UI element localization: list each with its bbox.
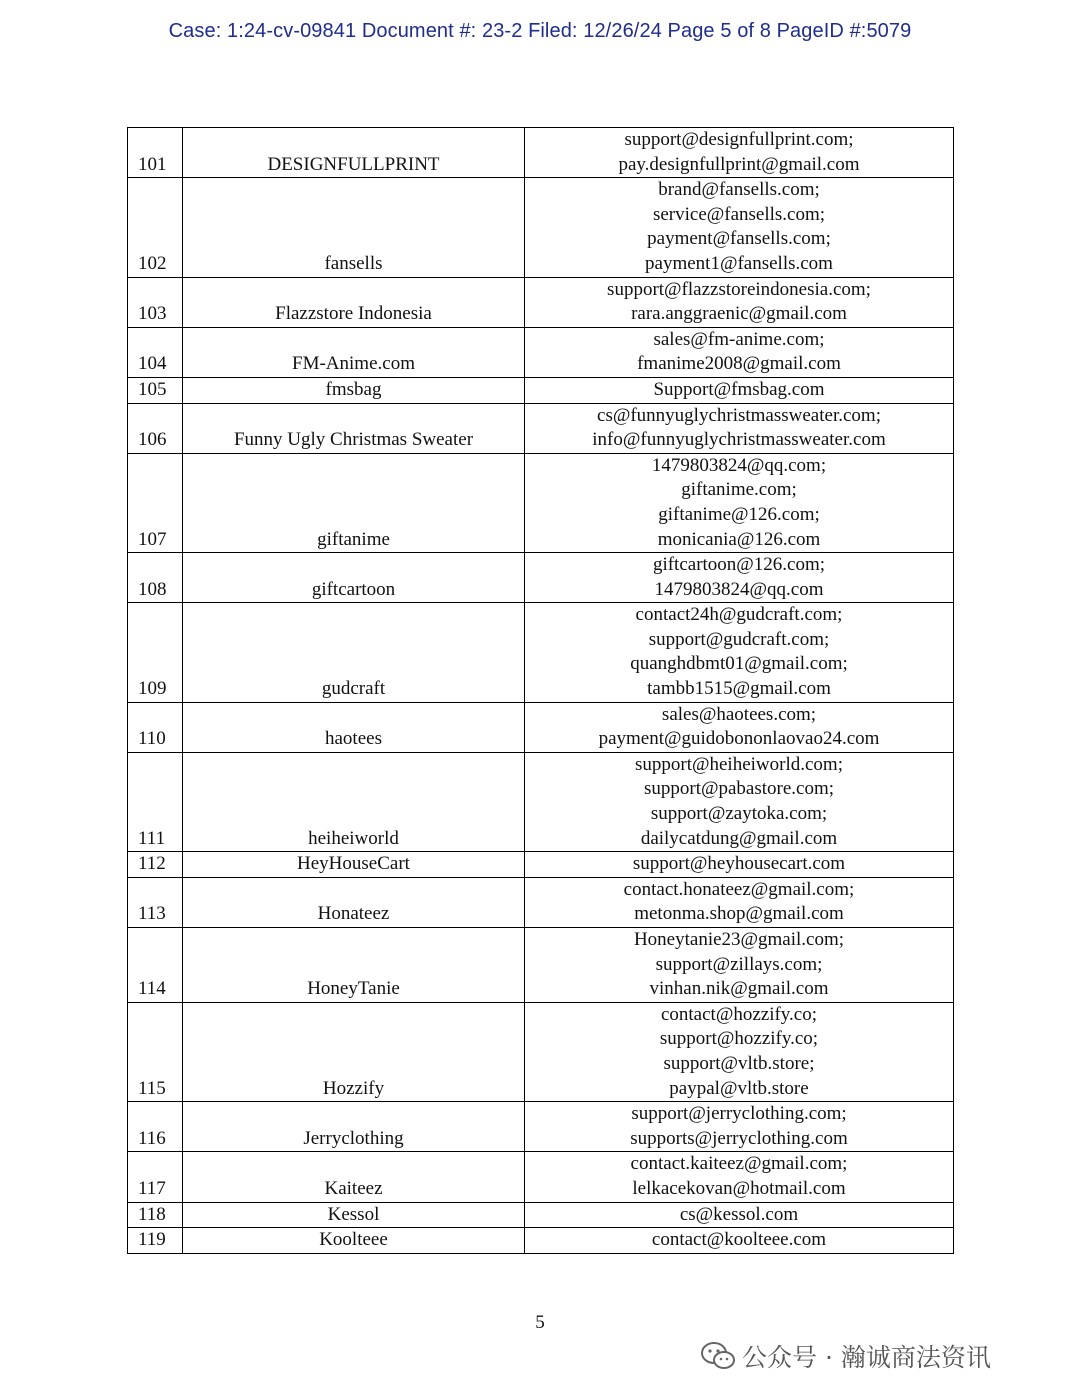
email-cell	[525, 1152, 954, 1202]
table-row	[128, 128, 954, 178]
row-number: 118	[128, 1202, 183, 1228]
email-cell	[525, 327, 954, 377]
email-cell	[525, 1102, 954, 1152]
row-number: 111	[128, 752, 183, 851]
email-address: paypal@vltb.store	[669, 1077, 809, 1099]
watermark	[700, 1336, 991, 1376]
email-address: pay.designfullprint@gmail.com	[618, 153, 860, 175]
email-cell	[525, 1202, 954, 1228]
email-address: support@heiheiworld.com;	[635, 753, 843, 775]
store-name: DESIGNFULLPRINT	[183, 128, 525, 178]
table-row	[128, 1102, 954, 1152]
email-address: contact24h@gudcraft.com;	[635, 604, 843, 626]
wechat-logo-icon	[700, 1340, 736, 1372]
email-address: dailycatdung@gmail.com	[640, 827, 838, 849]
email-address: rara.anggraenic@gmail.com	[631, 303, 847, 325]
store-name: haotees	[183, 702, 525, 752]
case-header: Case: 1:24-cv-09841 Document #: 23-2 Filed: 12/26/24 Page 5 of 8 PageID #:5079	[168, 20, 912, 42]
email-address: service@fansells.com;	[652, 203, 826, 225]
row-number: 115	[128, 1002, 183, 1101]
defendants-table	[127, 127, 954, 1254]
row-number: 101	[128, 128, 183, 178]
store-name: Jerryclothing	[183, 1102, 525, 1152]
store-name: Koolteee	[183, 1228, 525, 1254]
email-address: support@heyhousecart.com	[632, 853, 846, 875]
email-cell	[525, 702, 954, 752]
table-row	[128, 1002, 954, 1101]
email-cell	[525, 403, 954, 453]
email-cell	[525, 553, 954, 603]
row-number: 108	[128, 553, 183, 603]
email-address: Support@fmsbag.com	[653, 378, 825, 400]
store-name: HoneyTanie	[183, 928, 525, 1003]
email-address: brand@fansells.com;	[658, 179, 820, 201]
email-address: support@gudcraft.com;	[648, 628, 830, 650]
email-address: quanghdbmt01@gmail.com;	[630, 653, 848, 675]
email-address: support@zillays.com;	[655, 953, 823, 975]
store-name: Flazzstore Indonesia	[183, 277, 525, 327]
email-cell	[525, 1228, 954, 1254]
email-address: info@funnyuglychristmassweater.com	[592, 429, 886, 451]
table-row	[128, 327, 954, 377]
store-name: Kessol	[183, 1202, 525, 1228]
email-cell	[525, 603, 954, 702]
row-number: 107	[128, 453, 183, 552]
email-address: vinhan.nik@gmail.com	[649, 978, 829, 1000]
row-number: 102	[128, 178, 183, 277]
store-name: giftcartoon	[183, 553, 525, 603]
store-name: fansells	[183, 178, 525, 277]
table-row	[128, 277, 954, 327]
table-row	[128, 752, 954, 851]
row-number: 117	[128, 1152, 183, 1202]
email-address: Honeytanie23@gmail.com;	[633, 929, 845, 950]
email-cell	[525, 453, 954, 552]
table-row	[128, 453, 954, 552]
store-name: heiheiworld	[183, 752, 525, 851]
row-number: 116	[128, 1102, 183, 1152]
table-row	[128, 553, 954, 603]
email-address: cs@kessol.com	[679, 1203, 799, 1225]
email-cell	[525, 128, 954, 178]
row-number: 103	[128, 277, 183, 327]
table-body	[128, 128, 954, 1254]
page-number: 5	[535, 1312, 545, 1333]
email-address: support@zaytoka.com;	[650, 803, 828, 825]
store-name: HeyHouseCart	[183, 852, 525, 878]
email-address: cs@funnyuglychristmassweater.com;	[597, 404, 881, 426]
email-cell	[525, 1002, 954, 1101]
table-row	[128, 877, 954, 927]
table-row	[128, 1152, 954, 1202]
email-cell	[525, 877, 954, 927]
email-address: 1479803824@qq.com	[654, 578, 824, 600]
email-address: giftanime.com;	[681, 479, 797, 501]
row-number: 114	[128, 928, 183, 1003]
table-row	[128, 928, 954, 1003]
watermark-text: 公众号 · 瀚诚商法资讯	[742, 1343, 991, 1372]
email-address: support@jerryclothing.com;	[631, 1103, 847, 1125]
store-name: gudcraft	[183, 603, 525, 702]
email-address: contact@koolteee.com	[651, 1229, 827, 1251]
row-number: 119	[128, 1228, 183, 1254]
email-cell	[525, 277, 954, 327]
row-number: 104	[128, 327, 183, 377]
email-address: support@vltb.store;	[663, 1052, 815, 1074]
table-row	[128, 377, 954, 403]
email-address: sales@fm-anime.com;	[653, 328, 825, 350]
email-address: lelkacekovan@hotmail.com	[632, 1177, 846, 1199]
email-address: support@hozzify.co;	[659, 1028, 819, 1050]
email-address: contact.kaiteez@gmail.com;	[630, 1153, 848, 1175]
store-name: fmsbag	[183, 377, 525, 403]
store-name: giftanime	[183, 453, 525, 552]
email-address: payment@guidobononlaovao24.com	[598, 728, 880, 750]
email-address: sales@haotees.com;	[661, 703, 817, 725]
table-row	[128, 1228, 954, 1254]
row-number: 113	[128, 877, 183, 927]
email-address: payment@fansells.com;	[647, 228, 831, 250]
email-address: contact.honateez@gmail.com;	[623, 878, 855, 900]
table-row	[128, 852, 954, 878]
row-number: 105	[128, 377, 183, 403]
row-number: 109	[128, 603, 183, 702]
table-row	[128, 1202, 954, 1228]
table-row	[128, 603, 954, 702]
email-address: giftanime@126.com;	[658, 503, 820, 525]
email-address: support@pabastore.com;	[643, 778, 835, 800]
email-address: support@designfullprint.com;	[624, 129, 854, 150]
store-name: Kaiteez	[183, 1152, 525, 1202]
email-address: supports@jerryclothing.com	[630, 1127, 848, 1149]
store-name: Hozzify	[183, 1002, 525, 1101]
email-address: fmanime2008@gmail.com	[637, 353, 841, 375]
row-number: 110	[128, 702, 183, 752]
email-address: support@flazzstoreindonesia.com;	[607, 278, 871, 300]
email-address: metonma.shop@gmail.com	[634, 903, 844, 925]
email-cell	[525, 928, 954, 1003]
row-number: 112	[128, 852, 183, 878]
email-cell	[525, 852, 954, 878]
email-address: monicania@126.com	[657, 528, 821, 550]
table-row	[128, 702, 954, 752]
table-row	[128, 178, 954, 277]
email-address: contact@hozzify.co;	[660, 1003, 818, 1025]
store-name: Funny Ugly Christmas Sweater	[183, 403, 525, 453]
row-number: 106	[128, 403, 183, 453]
email-address: tambb1515@gmail.com	[647, 678, 831, 700]
email-cell	[525, 178, 954, 277]
table-row	[128, 403, 954, 453]
email-cell	[525, 377, 954, 403]
email-cell	[525, 752, 954, 851]
store-name: FM-Anime.com	[183, 327, 525, 377]
email-address: 1479803824@qq.com;	[651, 454, 827, 476]
email-address: payment1@fansells.com	[645, 252, 833, 274]
email-address: giftcartoon@126.com;	[652, 554, 826, 576]
store-name: Honateez	[183, 877, 525, 927]
